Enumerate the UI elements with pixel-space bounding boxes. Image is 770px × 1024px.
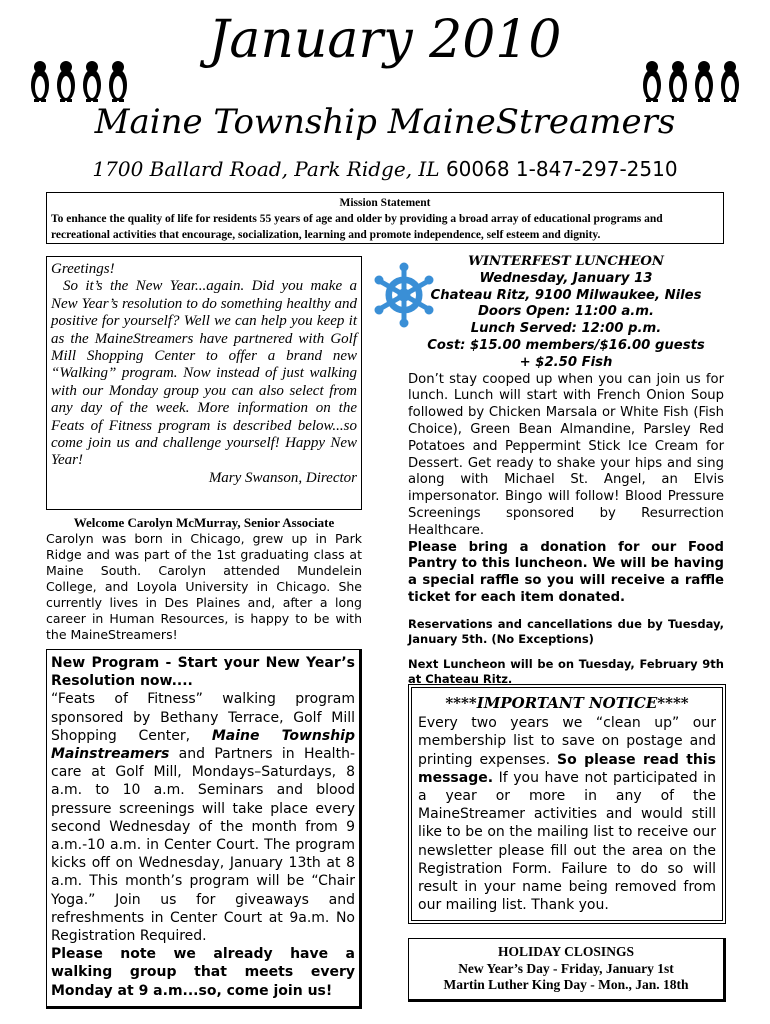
address-line bbox=[0, 155, 770, 183]
penguin-group-right bbox=[640, 55, 745, 105]
newsletter-title: January 2010 bbox=[208, 10, 562, 70]
mission-statement-box bbox=[46, 192, 724, 244]
luncheon-body: Don’t stay cooped up when you can join us for lunch. Lunch will start with French Onion Soup followed by Chicken Marsala or White Fish (Fish Choice), Green Bean Almandine, Parsley Red Potatoes and Peppermint Stick Ice Cream for Dessert. Get ready to shake your hips and sing along with Michael St. Angel, an Elvis impersonator. Bingo will follow! Blood Pressure Screenings sponsored by Resurrection Healthcare. bbox=[408, 371, 724, 538]
notice-heading: ****IMPORTANT NOTICE**** bbox=[445, 694, 689, 712]
new-program-text-2: and Partners in Health-care at Golf Mill, Mondays–Saturdays, 8 a.m. to 10 a.m. Seminars and blood pressure screenings will take place every second Wednesday of the month from 9 a.m.-10 a.m. in Center Court. The program kicks off on Wednesday, January 13th at 8 a.m. This month’s program will be “Chair Yoga.” Join us for giveaways and refreshments in Center Court at 9a.m. No Registration Required. bbox=[51, 746, 355, 945]
zip-and-phone: 60068 1-847-297-2510 bbox=[445, 157, 678, 181]
luncheon-date: Wednesday, January 13 bbox=[479, 270, 653, 286]
luncheon-served: Lunch Served: 12:00 p.m. bbox=[470, 321, 662, 337]
notice-text-1: Every two years we “clean up” our membership list to save on postage and printing expenses. bbox=[418, 715, 716, 768]
new-program-closing: Please note we already have a walking group that meets every Monday at 9 a.m...so, come join us! bbox=[51, 946, 355, 999]
penguin-group-left bbox=[28, 55, 133, 105]
penguin-icon bbox=[83, 61, 101, 102]
penguin-icon bbox=[57, 61, 75, 102]
notice-bold: So please read this message. bbox=[418, 751, 716, 786]
holiday-heading: HOLIDAY CLOSINGS bbox=[498, 944, 634, 959]
luncheon-donation: Please bring a donation for our Food Pantry to this luncheon. We will be having a special raffle so you will receive a raffle ticket for each item donated. bbox=[408, 539, 724, 605]
penguin-icon bbox=[695, 61, 713, 102]
organization-name: Maine Township MaineStreamers bbox=[94, 102, 676, 142]
new-program-text-1: “Feats of Fitness” walking program sponsored by Bethany Terrace, Golf Mill Shopping Center, bbox=[51, 691, 355, 744]
holiday-line-2: Martin Luther King Day - Mon., Jan. 18th bbox=[443, 977, 689, 992]
notice-text-2: If you have not participated in a year or more in any of the MaineStreamer activities and would still like to be on the mailing list to receive our newsletter please fill out the area on the Registration Form. Failure to do so will result in your name being removed from our mailing list. Thank you. bbox=[418, 769, 716, 914]
luncheon-location: Chateau Ritz, 9100 Milwaukee, Niles bbox=[430, 287, 702, 303]
notice-body bbox=[418, 714, 716, 914]
greetings-signature: Mary Swanson, Director bbox=[208, 469, 357, 486]
luncheon-doors: Doors Open: 11:00 a.m. bbox=[477, 304, 655, 320]
mission-text: To enhance the quality of life for residents 55 years of age and older by providing a broad array of educational programs and recreational activities that encourage, socialization, learning and promote independence, self esteem and dignity. bbox=[51, 213, 663, 241]
luncheon-heading: WINTERFEST LUNCHEON bbox=[468, 254, 664, 269]
greetings-salutation: Greetings! bbox=[51, 261, 115, 277]
holiday-line-1: New Year’s Day - Friday, January 1st bbox=[458, 960, 674, 976]
luncheon-reservations: Reservations and cancellations due by Tuesday, January 5th. (No Exceptions) bbox=[408, 616, 724, 646]
welcome-body: Carolyn was born in Chicago, grew up in Park Ridge and was part of the 1st graduating class at Maine South. Carolyn attended Mundelein College, and Loyola University in Chicago. She currently lives in Des Plaines and, after a long career in Human Resources, is happy to be with the MaineStreamers! bbox=[46, 531, 362, 642]
street-address: 1700 Ballard Road, Park Ridge, IL bbox=[92, 157, 440, 181]
new-program-emphasis: Maine Township Mainstreamers bbox=[51, 727, 356, 763]
new-program-box bbox=[46, 649, 362, 1009]
welcome-section bbox=[46, 515, 362, 643]
greetings-body: So it’s the New Year...again. Did you make a New Year’s resolution to do something healthy and positive for yourself? Well we can help you keep it as the MaineStreamers have partnered with Golf Mill Shopping Center to offer a brand new “Walking” program. Now instead of just walking with our Monday group you can also select from any day of the week. More information on the Feats of Fitness program is described below...so come join us and challenge yourself! Happy New Year! bbox=[51, 278, 357, 469]
winterfest-luncheon-section bbox=[408, 254, 724, 687]
new-program-heading: New Program - Start your New Year’s Resolution now.... bbox=[51, 655, 355, 690]
welcome-heading: Welcome Carolyn McMurray, Senior Associate bbox=[73, 515, 335, 530]
new-program-body bbox=[51, 690, 355, 945]
greetings-box bbox=[46, 256, 362, 510]
penguin-icon bbox=[669, 61, 687, 102]
luncheon-cost: Cost: $15.00 members/$16.00 guests bbox=[427, 337, 705, 353]
penguin-icon bbox=[643, 61, 661, 102]
luncheon-next: Next Luncheon will be on Tuesday, February 9th at Chateau Ritz. bbox=[408, 656, 724, 686]
important-notice-box bbox=[408, 684, 726, 924]
mission-heading: Mission Statement bbox=[339, 197, 431, 209]
luncheon-fish: + $2.50 Fish bbox=[519, 354, 613, 370]
holiday-closings-box bbox=[408, 938, 726, 1002]
penguin-icon bbox=[31, 61, 49, 102]
penguin-icon bbox=[721, 61, 739, 102]
penguin-icon bbox=[109, 61, 127, 102]
